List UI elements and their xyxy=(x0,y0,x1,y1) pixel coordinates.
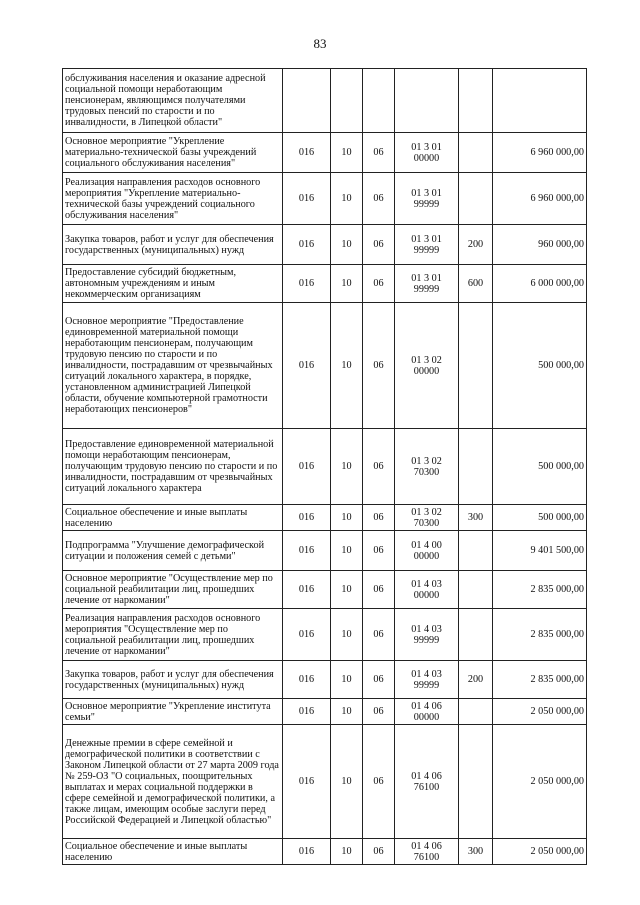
row-target-line-1: 01 4 06 xyxy=(411,700,442,712)
row-sum-cell: 6 000 000,00 xyxy=(493,265,587,303)
table-row xyxy=(63,133,587,173)
row-target-line-2: 99999 xyxy=(413,198,440,210)
row-target-line-1: 01 3 01 xyxy=(411,233,442,245)
row-section-cell: 10 xyxy=(331,661,363,699)
table-row xyxy=(63,265,587,303)
row-target-line-1: 01 3 01 xyxy=(411,141,442,153)
row-target-line-1: 01 4 06 xyxy=(411,770,442,782)
row-target-line-2: 00000 xyxy=(413,589,440,601)
row-target-cell xyxy=(395,133,459,173)
row-target-cell xyxy=(395,661,459,699)
row-code-cell: 016 xyxy=(283,839,331,865)
row-code-cell: 016 xyxy=(283,609,331,661)
page-number: 83 xyxy=(313,36,327,51)
row-sum-cell: 500 000,00 xyxy=(493,429,587,505)
row-target-line-2: 70300 xyxy=(413,517,440,529)
row-target-line-2: 99999 xyxy=(413,244,440,256)
row-section-cell: 10 xyxy=(331,505,363,531)
table-row xyxy=(63,505,587,531)
row-subsection-cell: 06 xyxy=(363,609,395,661)
row-kind-cell xyxy=(459,699,493,725)
table-row xyxy=(63,173,587,225)
row-target-line-1: 01 4 03 xyxy=(411,668,442,680)
row-subsection-cell: 06 xyxy=(363,571,395,609)
row-kind-cell xyxy=(459,531,493,571)
row-kind-cell: 600 xyxy=(459,265,493,303)
row-target-cell xyxy=(395,505,459,531)
row-target-cell xyxy=(395,571,459,609)
row-kind-cell xyxy=(459,69,493,133)
row-target-line-1: 01 3 02 xyxy=(411,455,442,467)
table-row xyxy=(63,429,587,505)
row-sum-cell: 6 960 000,00 xyxy=(493,133,587,173)
row-target-cell xyxy=(395,531,459,571)
table-row xyxy=(63,69,587,133)
row-name-cell: Закупка товаров, работ и услуг для обеспечения государственных (муниципальных) нужд xyxy=(63,225,283,265)
row-target-cell xyxy=(395,839,459,865)
row-subsection-cell xyxy=(363,69,395,133)
row-sum-cell: 2 835 000,00 xyxy=(493,571,587,609)
row-section-cell: 10 xyxy=(331,839,363,865)
row-target-line-2: 00000 xyxy=(413,711,440,723)
row-section-cell: 10 xyxy=(331,725,363,839)
row-target-line-1: 01 4 00 xyxy=(411,539,442,551)
row-code-cell: 016 xyxy=(283,699,331,725)
table-row xyxy=(63,699,587,725)
row-subsection-cell: 06 xyxy=(363,725,395,839)
row-target-cell xyxy=(395,173,459,225)
row-target-line-2: 76100 xyxy=(413,781,440,793)
row-subsection-cell: 06 xyxy=(363,429,395,505)
row-name-cell: Реализация направления расходов основного мероприятия "Осуществление мер по социальной реабилитации лиц, прошедших лечение от наркомании" xyxy=(63,609,283,661)
row-name-cell: Социальное обеспечение и иные выплаты населению xyxy=(63,505,283,531)
row-kind-cell: 300 xyxy=(459,839,493,865)
row-target-line-1: 01 3 02 xyxy=(411,354,442,366)
row-target-line-2: 00000 xyxy=(413,550,440,562)
budget-table-body xyxy=(63,69,587,865)
row-code-cell: 016 xyxy=(283,133,331,173)
table-row xyxy=(63,571,587,609)
row-kind-cell xyxy=(459,571,493,609)
row-target-line-2: 70300 xyxy=(413,466,440,478)
row-name-cell: Предоставление субсидий бюджетным, автономным учреждениям и иным некоммерческим организациям xyxy=(63,265,283,303)
row-kind-cell xyxy=(459,133,493,173)
row-target-line-1: 01 4 06 xyxy=(411,840,442,852)
row-sum-cell: 9 401 500,00 xyxy=(493,531,587,571)
row-target-line-2: 99999 xyxy=(413,283,440,295)
row-target-cell xyxy=(395,725,459,839)
row-section-cell: 10 xyxy=(331,531,363,571)
row-kind-cell xyxy=(459,609,493,661)
row-target-cell xyxy=(395,609,459,661)
row-target-cell xyxy=(395,265,459,303)
row-subsection-cell: 06 xyxy=(363,839,395,865)
row-target-line-1: 01 4 03 xyxy=(411,578,442,590)
row-sum-cell: 960 000,00 xyxy=(493,225,587,265)
row-name-cell: Денежные премии в сфере семейной и демографической политики в соответствии с Законом Липецкой области от 27 марта 2009 года № 259-ОЗ "О социальных, поощрительных выплатах и мерах социальной поддержки в сфере семейной и демографической политики, а также лицам, имеющим особые заслуги перед Российской Федерацией и Липецкой областью" xyxy=(63,725,283,839)
row-code-cell: 016 xyxy=(283,303,331,429)
row-code-cell xyxy=(283,69,331,133)
row-name-cell: Основное мероприятие "Предоставление единовременной материальной помощи неработающим пенсионерам, получающим трудовую пенсию по старости и по инвалидности, пострадавшим от чрезвычайных ситуаций локального характера, в порядке, установленном администрацией Липецкой области, обучение компьютерной грамотности неработающих пенсионеров" xyxy=(63,303,283,429)
row-name-cell: Социальное обеспечение и иные выплаты населению xyxy=(63,839,283,865)
row-section-cell: 10 xyxy=(331,133,363,173)
row-subsection-cell: 06 xyxy=(363,303,395,429)
row-kind-cell: 200 xyxy=(459,225,493,265)
row-target-cell xyxy=(395,429,459,505)
row-section-cell xyxy=(331,69,363,133)
row-sum-cell: 6 960 000,00 xyxy=(493,173,587,225)
row-section-cell: 10 xyxy=(331,429,363,505)
table-row xyxy=(63,303,587,429)
row-code-cell: 016 xyxy=(283,571,331,609)
row-section-cell: 10 xyxy=(331,225,363,265)
row-sum-cell: 2 835 000,00 xyxy=(493,609,587,661)
row-kind-cell xyxy=(459,303,493,429)
row-name-cell: Основное мероприятие "Укрепление института семьи" xyxy=(63,699,283,725)
row-code-cell: 016 xyxy=(283,225,331,265)
row-code-cell: 016 xyxy=(283,505,331,531)
row-name-cell: Основное мероприятие "Укрепление материально-технической базы учреждений социального обслуживания населения" xyxy=(63,133,283,173)
table-row xyxy=(63,609,587,661)
row-name-cell: Основное мероприятие "Осуществление мер по социальной реабилитации лиц, прошедших лечение от наркомании" xyxy=(63,571,283,609)
row-code-cell: 016 xyxy=(283,265,331,303)
row-target-line-1: 01 4 03 xyxy=(411,623,442,635)
row-sum-cell: 2 050 000,00 xyxy=(493,699,587,725)
row-target-line-2: 00000 xyxy=(413,365,440,377)
row-name-cell: Реализация направления расходов основного мероприятия "Укрепление материально-технической базы учреждений социального обслуживания населения" xyxy=(63,173,283,225)
row-subsection-cell: 06 xyxy=(363,225,395,265)
row-subsection-cell: 06 xyxy=(363,699,395,725)
row-section-cell: 10 xyxy=(331,699,363,725)
row-sum-cell: 500 000,00 xyxy=(493,505,587,531)
row-subsection-cell: 06 xyxy=(363,661,395,699)
row-subsection-cell: 06 xyxy=(363,531,395,571)
row-target-cell xyxy=(395,303,459,429)
row-section-cell: 10 xyxy=(331,173,363,225)
row-target-line-2: 99999 xyxy=(413,634,440,646)
row-subsection-cell: 06 xyxy=(363,133,395,173)
table-row xyxy=(63,725,587,839)
row-name-cell: Закупка товаров, работ и услуг для обеспечения государственных (муниципальных) нужд xyxy=(63,661,283,699)
table-row xyxy=(63,225,587,265)
row-section-cell: 10 xyxy=(331,609,363,661)
row-target-cell xyxy=(395,225,459,265)
row-kind-cell xyxy=(459,725,493,839)
table-row xyxy=(63,839,587,865)
row-target-cell xyxy=(395,699,459,725)
row-sum-cell: 2 050 000,00 xyxy=(493,839,587,865)
row-kind-cell xyxy=(459,429,493,505)
budget-table xyxy=(62,68,587,865)
row-name-cell: Предоставление единовременной материальной помощи неработающим пенсионерам, получающим трудовую пенсию по старости и по инвалидности, пострадавшим от чрезвычайных ситуаций локального характера xyxy=(63,429,283,505)
row-sum-cell: 2 835 000,00 xyxy=(493,661,587,699)
row-code-cell: 016 xyxy=(283,173,331,225)
row-target-line-1: 01 3 02 xyxy=(411,506,442,518)
row-subsection-cell: 06 xyxy=(363,505,395,531)
row-code-cell: 016 xyxy=(283,429,331,505)
row-name-cell: обслуживания населения и оказание адресной социальной помощи неработающим пенсионерам, являющимся получателями трудовых пенсий по старости и по инвалидности, в Липецкой области" xyxy=(63,69,283,133)
row-sum-cell xyxy=(493,69,587,133)
table-row xyxy=(63,661,587,699)
row-target-line-1: 01 3 01 xyxy=(411,272,442,284)
row-code-cell: 016 xyxy=(283,531,331,571)
row-code-cell: 016 xyxy=(283,725,331,839)
row-section-cell: 10 xyxy=(331,571,363,609)
row-code-cell: 016 xyxy=(283,661,331,699)
row-sum-cell: 2 050 000,00 xyxy=(493,725,587,839)
row-section-cell: 10 xyxy=(331,303,363,429)
row-target-line-1: 01 3 01 xyxy=(411,187,442,199)
row-sum-cell: 500 000,00 xyxy=(493,303,587,429)
row-kind-cell: 300 xyxy=(459,505,493,531)
table-row xyxy=(63,531,587,571)
row-kind-cell: 200 xyxy=(459,661,493,699)
row-subsection-cell: 06 xyxy=(363,265,395,303)
row-subsection-cell: 06 xyxy=(363,173,395,225)
row-kind-cell xyxy=(459,173,493,225)
row-target-line-2: 00000 xyxy=(413,152,440,164)
row-name-cell: Подпрограмма "Улучшение демографической ситуации и положения семей с детьми" xyxy=(63,531,283,571)
row-target-line-2: 76100 xyxy=(413,851,440,863)
row-target-line-2: 99999 xyxy=(413,679,440,691)
row-section-cell: 10 xyxy=(331,265,363,303)
row-target-cell xyxy=(395,69,459,133)
